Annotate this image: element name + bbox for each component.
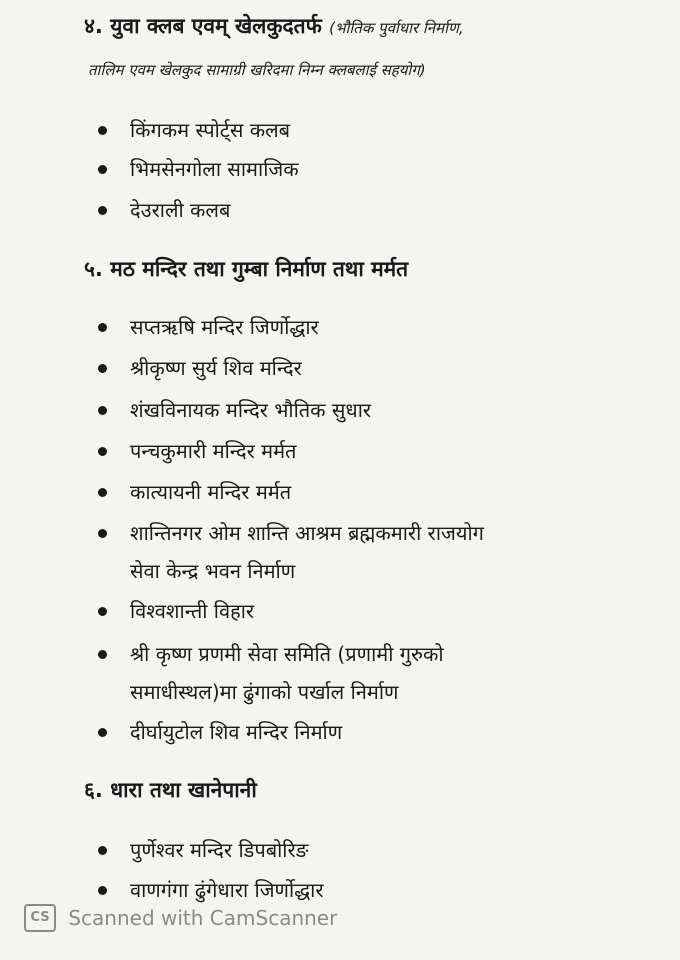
bullet-icon [98, 165, 107, 174]
bullet-icon [98, 529, 107, 538]
section-4-note: (भौतिक पुर्वाधार निर्माण, [329, 19, 464, 37]
section-4-heading [84, 12, 464, 40]
list-item-text: दीर्घायुटोल शिव मन्दिर निर्माण [130, 720, 343, 744]
list-item-text-continued: सेवा केन्द्र भवन निर्माण [130, 559, 296, 583]
list-item-text-continued: समाधीस्थल)मा ढुंगाको पर्खाल निर्माण [130, 680, 399, 704]
bullet-icon [98, 406, 107, 415]
list-item-text: श्री कृष्ण प्रणमी सेवा समिति (प्रणामी गुरुको [130, 642, 444, 666]
list-item-text: देउराली कलब [130, 198, 231, 222]
bullet-icon [98, 323, 107, 332]
bullet-icon [98, 607, 107, 616]
list-item-text: शान्तिनगर ओम शान्ति आश्रम ब्रह्मकमारी राजयोग [130, 521, 484, 545]
watermark-text: Scanned with CamScanner [68, 906, 338, 930]
bullet-icon [98, 728, 107, 737]
bullet-icon [98, 650, 107, 659]
bullet-icon [98, 126, 107, 135]
section-4-note-line2: तालिम एवम खेलकुद सामाग्री खरिदमा निम्न क्लबलाई सहयोग) [88, 61, 426, 79]
section-5-heading: ५. मठ मन्दिर तथा गुम्बा निर्माण तथा मर्मत [84, 257, 409, 281]
bullet-icon [98, 846, 107, 855]
list-item-text: भिमसेनगोला सामाजिक [130, 157, 299, 181]
section-4-title: ४. युवा क्लब एवम् खेलकुदतर्फ [84, 14, 322, 38]
list-item-text: कात्यायनी मन्दिर मर्मत [130, 480, 292, 504]
list-item-text: श्रीकृष्ण सुर्य शिव मन्दिर [130, 356, 302, 380]
list-item-text: किंगकम स्पोर्ट्स कलब [130, 118, 291, 142]
bullet-icon [98, 364, 107, 373]
list-item-text: विश्वशान्ती विहार [130, 599, 255, 623]
list-item-text: वाणगंगा ढुंगेधारा जिर्णोद्धार [130, 878, 324, 902]
bullet-icon [98, 488, 107, 497]
bullet-icon [98, 886, 107, 895]
bullet-icon [98, 447, 107, 456]
bullet-icon [98, 206, 107, 215]
list-item-text: शंखविनायक मन्दिर भौतिक सुधार [130, 398, 372, 422]
list-item-text: पन्चकुमारी मन्दिर मर्मत [130, 439, 297, 463]
list-item-text: पुर्णेश्वर मन्दिर डिपबोरिङ [130, 838, 309, 862]
section-6-heading: ६. धारा तथा खानेपानी [84, 778, 257, 802]
camscanner-watermark [24, 904, 337, 932]
list-item-text: सप्तऋषि मन्दिर जिर्णोद्धार [130, 315, 319, 339]
camscanner-logo-icon: CS [24, 904, 56, 932]
